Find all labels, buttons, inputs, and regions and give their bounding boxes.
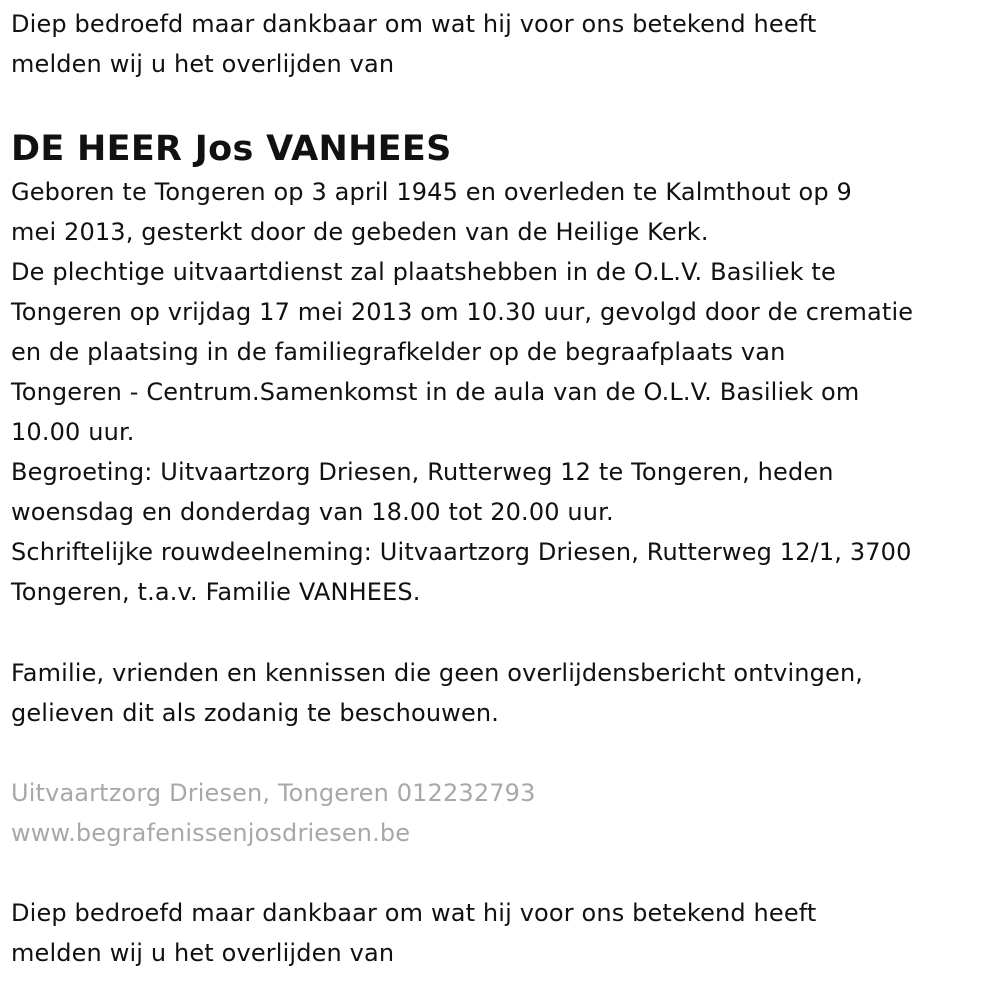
funeral-home-website-link[interactable]: www.begrafenissenjosdriesen.be — [11, 819, 411, 847]
details-line: De plechtige uitvaartdienst zal plaatshebben in de O.L.V. Basiliek te — [11, 258, 836, 286]
details-line: mei 2013, gesterkt door de gebeden van de Heilige Kerk. — [11, 218, 709, 246]
spacer — [11, 853, 996, 893]
details-line: Begroeting: Uitvaartzorg Driesen, Rutterweg 12 te Tongeren, heden — [11, 458, 834, 486]
notice-paragraph — [11, 653, 996, 733]
details-line: Tongeren - Centrum.Samenkomst in de aula van de O.L.V. Basiliek om — [11, 378, 860, 406]
funeral-home-block — [11, 773, 996, 853]
details-line: 10.00 uur. — [11, 418, 135, 446]
details-line: Tongeren op vrijdag 17 mei 2013 om 10.30 uur, gevolgd door de crematie — [11, 298, 914, 326]
details-line: en de plaatsing in de familiegrafkelder op de begraafplaats van — [11, 338, 786, 366]
intro-line-1: Diep bedroefd maar dankbaar om wat hij voor ons betekend heeft — [11, 10, 817, 38]
spacer — [11, 84, 996, 126]
details-line: woensdag en donderdag van 18.00 tot 20.00 uur. — [11, 498, 614, 526]
spacer — [11, 612, 996, 653]
intro-repeat-paragraph — [11, 893, 996, 973]
details-paragraph — [11, 172, 996, 612]
notice-line-2: gelieven dit als zodanig te beschouwen. — [11, 699, 500, 727]
details-line: Geboren te Tongeren op 3 april 1945 en overleden te Kalmthout op 9 — [11, 178, 852, 206]
details-line: Schriftelijke rouwdeelneming: Uitvaartzorg Driesen, Rutterweg 12/1, 3700 — [11, 538, 912, 566]
intro-repeat-line-2: melden wij u het overlijden van — [11, 939, 395, 967]
deceased-name-heading: DE HEER Jos VANHEES — [11, 129, 452, 169]
intro-line-2: melden wij u het overlijden van — [11, 50, 395, 78]
spacer — [11, 733, 996, 773]
notice-line-1: Familie, vrienden en kennissen die geen overlijdensbericht ontvingen, — [11, 659, 864, 687]
funeral-home-contact: Uitvaartzorg Driesen, Tongeren 012232793 — [11, 779, 536, 807]
intro-paragraph — [11, 4, 996, 84]
obituary-document — [11, 4, 996, 973]
details-line: Tongeren, t.a.v. Familie VANHEES. — [11, 578, 421, 606]
intro-repeat-line-1: Diep bedroefd maar dankbaar om wat hij voor ons betekend heeft — [11, 899, 817, 927]
